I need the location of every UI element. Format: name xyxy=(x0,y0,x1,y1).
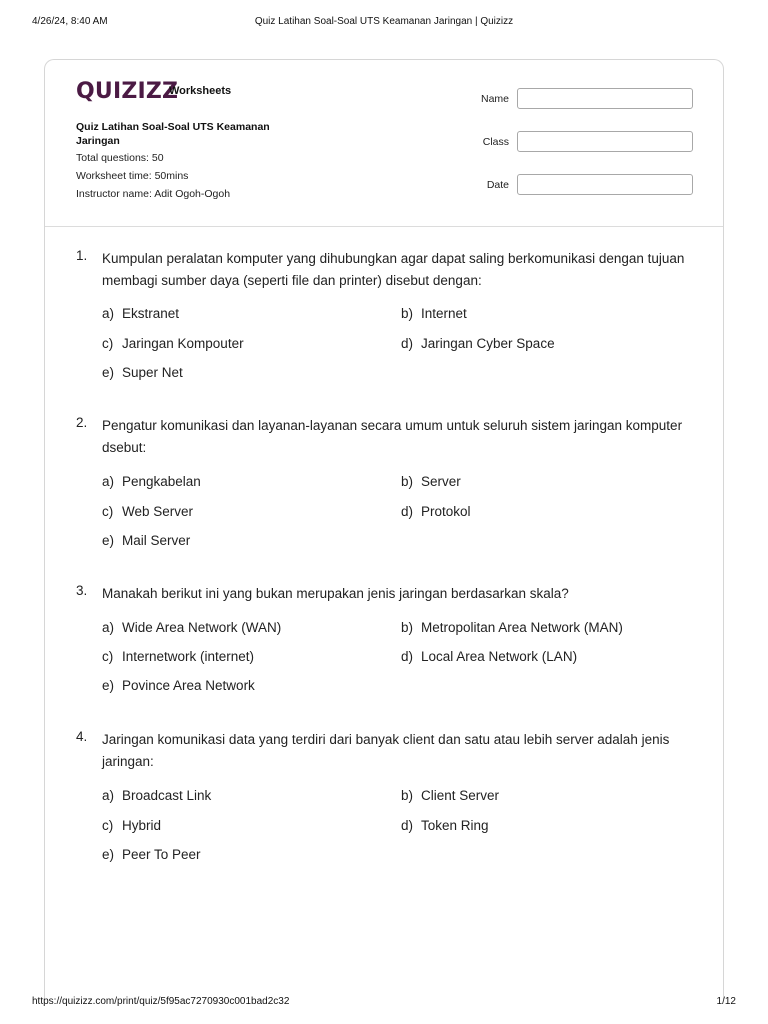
question-number: 4. xyxy=(76,729,88,744)
question-number: 3. xyxy=(76,583,88,598)
worksheet-time: Worksheet time: 50mins xyxy=(76,170,189,182)
option-e: e) Mail Server xyxy=(102,533,191,548)
option-d: d) Jaringan Cyber Space xyxy=(401,336,555,351)
question-text: Pengatur komunikasi dan layanan-layanan secara umum untuk seluruh sistem jaringan komputer dsebut: xyxy=(102,418,683,455)
question-number: 1. xyxy=(76,248,88,263)
worksheet xyxy=(44,59,724,999)
option-d: d) Protokol xyxy=(401,504,471,519)
option-c: c) Internetwork (internet) xyxy=(102,649,255,664)
total-questions: Total questions: 50 xyxy=(76,152,164,164)
question-text: Jaringan komunikasi data yang terdiri dari banyak client dan satu atau lebih server adalah jenis jaringan: xyxy=(102,732,670,769)
option-a: a) Pengkabelan xyxy=(102,474,201,489)
option-b: b) Client Server xyxy=(401,788,500,803)
option-e: e) Peer To Peer xyxy=(102,847,201,862)
print-footer xyxy=(32,996,736,1010)
quizizz-logo: QUIZIZZ xyxy=(76,79,179,104)
option-e: e) Super Net xyxy=(102,365,183,380)
option-a: a) Ekstranet xyxy=(102,306,180,321)
option-d: d) Local Area Network (LAN) xyxy=(401,649,578,664)
option-c: c) Jaringan Kompouter xyxy=(102,336,244,351)
name-label: Name xyxy=(480,93,509,105)
option-a: a) Broadcast Link xyxy=(102,788,212,803)
worksheet-header xyxy=(45,60,723,227)
option-e: e) Povince Area Network xyxy=(102,678,255,693)
option-d: d) Token Ring xyxy=(401,818,489,833)
print-header xyxy=(32,16,736,30)
option-b: b) Server xyxy=(401,474,461,489)
print-date: 4/26/24, 8:40 AM xyxy=(32,16,108,27)
question-number: 2. xyxy=(76,415,88,430)
quiz-title: Quiz Latihan Soal-Soal UTS Keamanan Jaringan xyxy=(76,121,270,147)
instructor-name: Instructor name: Adit Ogoh-Ogoh xyxy=(76,188,231,200)
print-title: Quiz Latihan Soal-Soal UTS Keamanan Jaringan | Quizizz xyxy=(254,16,514,27)
option-b: b) Internet xyxy=(401,306,467,321)
date-field[interactable] xyxy=(517,174,693,195)
question-text: Kumpulan peralatan komputer yang dihubungkan agar dapat saling berkomunikasi dengan tujuan membagi sumber daya (seperti file dan printer) disebut dengan: xyxy=(102,251,685,288)
name-field[interactable] xyxy=(517,88,693,109)
question-text: Manakah berikut ini yang bukan merupakan jenis jaringan berdasarkan skala? xyxy=(102,586,569,601)
option-a: a) Wide Area Network (WAN) xyxy=(102,620,282,635)
option-b: b) Metropolitan Area Network (MAN) xyxy=(401,620,623,635)
print-url[interactable]: https://quizizz.com/print/quiz/5f95ac7270930c001bad2c32 xyxy=(32,996,290,1007)
class-label: Class xyxy=(482,136,509,148)
page-number: 1/12 xyxy=(716,996,736,1007)
date-label: Date xyxy=(486,179,509,191)
option-c: c) Web Server xyxy=(102,504,194,519)
option-c: c) Hybrid xyxy=(102,818,162,833)
logo-subtitle: Worksheets xyxy=(169,85,232,97)
class-field[interactable] xyxy=(517,131,693,152)
